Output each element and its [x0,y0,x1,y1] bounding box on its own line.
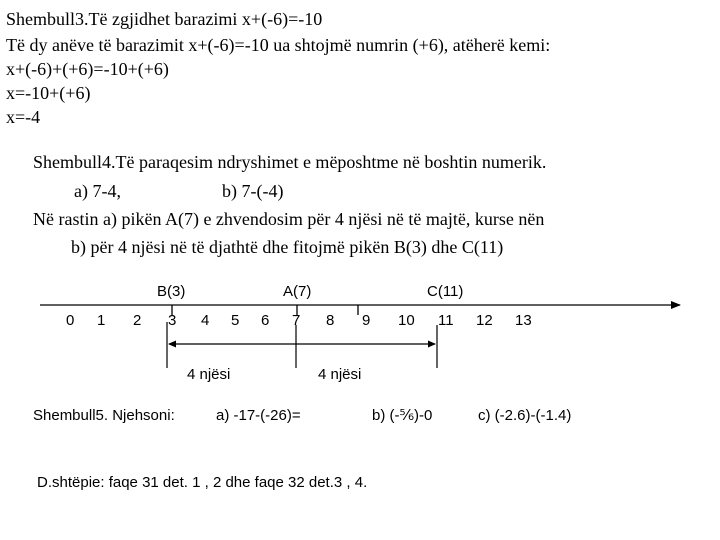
tick-label: 1 [97,312,106,329]
ex4-explain-2: b) për 4 njësi në të djathtë dhe fitojmë pikën B(3) dhe C(11) [71,237,504,257]
shift-left-label: 4 njësi [187,366,231,383]
ex3-line4: x=-4 [6,107,41,127]
tick-label: 13 [515,312,532,329]
tick-label: 12 [476,312,493,329]
ex3-line3: x=-10+(+6) [6,83,91,103]
tick-label: 7 [292,312,301,329]
ex5-part-a: a) -17-(-26)= [216,407,301,424]
tick-label: 4 [201,312,210,329]
shift-right-label: 4 njësi [318,366,362,383]
tick-label: 3 [168,312,177,329]
point-a-label: A(7) [283,283,312,300]
ex4-title: Shembull4.Të paraqesim ndryshimet e mëposhtme në boshtin numerik. [33,152,547,172]
homework-line: D.shtëpie: faqe 31 det. 1 , 2 dhe faqe 32 det.3 , 4. [37,474,368,491]
tick-label: 10 [398,312,415,329]
tick-label: 8 [326,312,335,329]
ex4-explain-1: Në rastin a) pikën A(7) e zhvendosim për 4 njësi në të majtë, kurse nën [33,209,545,229]
point-c-label: C(11) [427,283,464,300]
tick-label: 11 [438,312,454,329]
tick-label: 0 [66,312,75,329]
ex4-part-b: b) 7-(-4) [222,181,284,201]
tick-label: 5 [231,312,240,329]
ex3-line1: Të dy anëve të barazimit x+(-6)=-10 ua shtojmë numrin (+6), atëherë kemi: [6,35,551,55]
ex3-title: Shembull3.Të zgjidhet barazimi x+(-6)=-10 [6,9,323,29]
tick-label: 2 [133,312,142,329]
ex3-line2: x+(-6)+(+6)=-10+(+6) [6,59,169,79]
ex5-part-c: c) (-2.6)-(-1.4) [478,407,572,424]
ex5-part-b: b) (-⅚)-0 [372,407,433,424]
point-b-label: B(3) [157,283,186,300]
ex5-prefix: Shembull5. Njehsoni: [33,407,175,424]
tick-label: 6 [261,312,270,329]
tick-label: 9 [362,312,371,329]
ex4-part-a: a) 7-4, [74,181,121,201]
